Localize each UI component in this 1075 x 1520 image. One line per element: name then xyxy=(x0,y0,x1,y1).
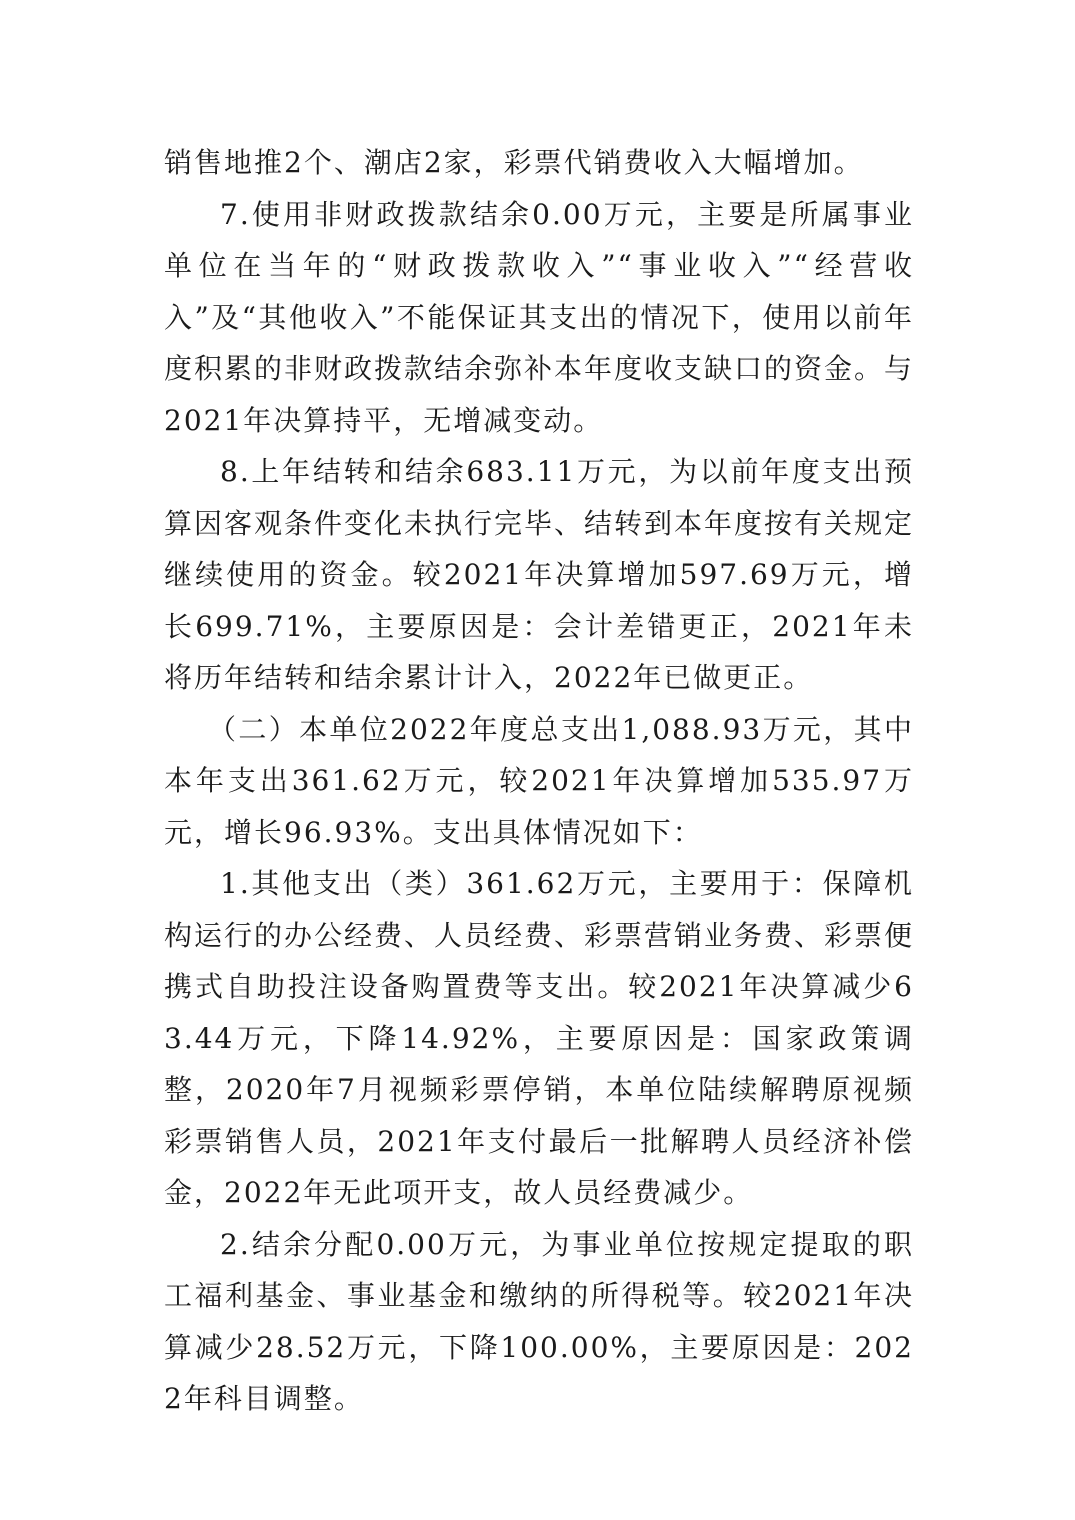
paragraph-item-7: 7.使用非财政拨款结余0.00万元，主要是所属事业单位在当年的“财政拨款收入”“事业收入”“经营收入”及“其他收入”不能保证其支出的情况下，使用以前年度积累的非财政拨款结余弥补本年度收支缺口的资金。与2021年决算持平，无增减变动。 xyxy=(164,197,915,437)
paragraph-section-2: （二）本单位2022年度总支出1,088.93万元，其中本年支出361.62万元，较2021年决算增加535.97万元，增长96.93%。支出具体情况如下： xyxy=(164,712,914,849)
paragraph-item-8: 8.上年结转和结余683.11万元，为以前年度支出预算因客观条件变化未执行完毕、结转到本年度按有关规定继续使用的资金。较2021年决算增加597.69万元，增长699.71%，主要原因是：会计差错更正，2021年未将历年结转和结余累计计入，2022年已做更正。 xyxy=(164,455,915,694)
document-body xyxy=(164,137,914,1425)
paragraph-expense-1: 1.其他支出（类）361.62万元，主要用于：保障机构运行的办公经费、人员经费、彩票营销业务费、彩票便携式自助投注设备购置费等支出。较2021年决算减少63.44万元，下降14.92%，主要原因是：国家政策调整，2020年7月视频彩票停销，本单位陆续解聘原视频彩票销售人员，2021年支付最后一批解聘人员经济补偿金，2022年无此项开支，故人员经费减少。 xyxy=(164,867,915,1209)
paragraph-expense-2: 2.结余分配0.00万元，为事业单位按规定提取的职工福利基金、事业基金和缴纳的所得税等。较2021年决算减少28.52万元，下降100.00%，主要原因是：2022年科目调整。 xyxy=(164,1227,914,1415)
paragraph-continuation: 销售地推2个、潮店2家，彩票代销费收入大幅增加。 xyxy=(164,146,864,179)
